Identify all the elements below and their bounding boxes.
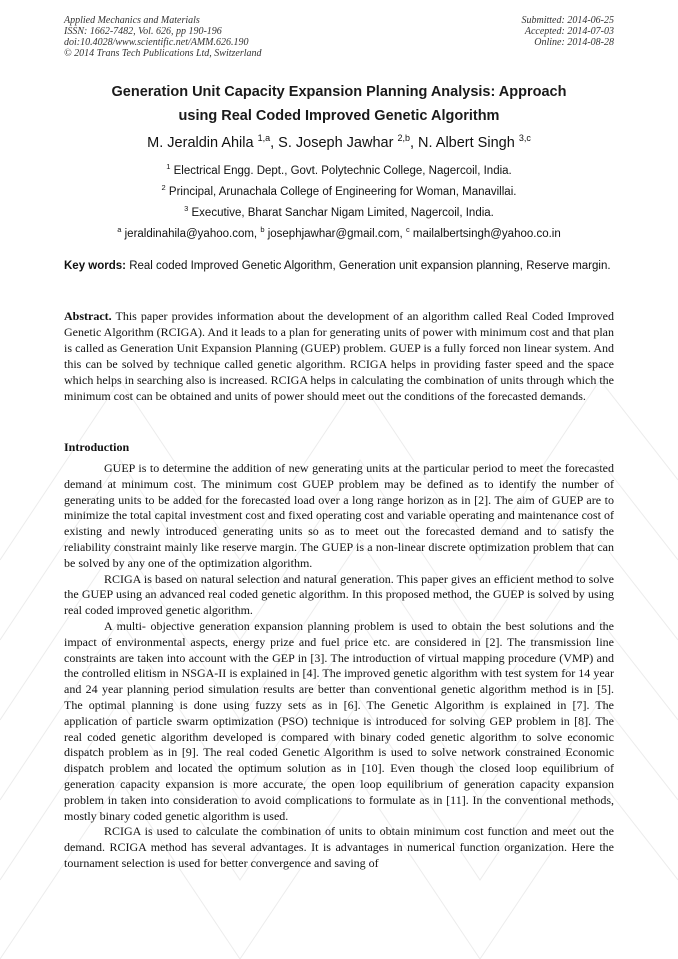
body-paragraph: RCIGA is used to calculate the combination of units to obtain minimum cost function and meet out the demand. RCIGA method has several advantages. It is advantages in numerical function organization. Here the tournament selection is used for better convergence and saving of [64,824,614,870]
affiliation-marker: 1 [166,162,171,171]
keywords-label: Key words: [64,260,126,272]
dates-header [522,15,615,48]
author-marker: 3,c [518,133,531,143]
email-marker: b [260,225,265,234]
author-name: N. Albert Singh [418,134,515,151]
affiliation-marker: 3 [184,204,189,213]
body-paragraph: A multi- objective generation expansion planning problem is used to obtain the best solutions and the impact of environmental aspects, energy prize and fuel price etc. are considered in [2]. The transmission line constraints are taken into account with the GEP in [3]. The introduction of virtual mapping procedure (VMP) and the controlled elitism in NSGA-II is explained in [4]. The improved genetic algorithm with test system for 14 year and 24 year planning period simulation results are better than conventional genetic algorithm method is in [5]. The optimal planning is done using fuzzy sets as in [6]. The Genetic Algorithm is explained in [7]. The application of particle swarm optimization (PSO) technique is introduced for solving GEP problem in [8]. The real coded genetic algorithm developed is compared with binary coded genetic algorithm to solve economic dispatch problem as in [9]. The real coded Genetic Algorithm is used to solve network constrained Economic dispatch problem and located the optimum solution as in [10]. Even though the closed loop equilibrium of generation capacity expansion is more accurate, the open loop equilibrium of generation capacity expansion problem in taken into consideration to avoid complications to formulate as in [11]. In the conventional methods, mostly binary coded genetic algorithm is used. [64,618,614,823]
author-marker: 1,a [257,133,271,143]
email-address[interactable]: josephjawhar@gmail.com, [267,227,403,240]
copyright: © 2014 Trans Tech Publications Ltd, Switzerland [64,48,262,59]
title-line-2: using Real Coded Improved Genetic Algorithm [178,108,500,124]
title-line-1: Generation Unit Capacity Expansion Planning Analysis: Approach [111,84,567,100]
issn: ISSN: 1662-7482, Vol. 626, pp 190-196 [64,26,222,37]
accepted-date: Accepted: 2014-07-03 [524,26,614,37]
email-marker: a [117,225,122,234]
section-heading-introduction: Introduction [64,440,130,454]
paper-title [64,80,614,128]
journal-header [64,15,262,59]
author-marker: 2,b [397,133,410,143]
email-address[interactable]: jeraldinahila@yahoo.com, [124,227,258,240]
body-paragraph: GUEP is to determine the addition of new generating units at the particular period to meet the forecasted demand at minimum cost. The minimum cost GUEP problem may be defined as to identify the number of generating units to be added for the forecasted load over a long range horizon as in [2]. The aim of GUEP are to minimize the total capital investment cost and fixed operating cost and variable operating and maintenance cost of existing and newly introduced generating units so as to meet out the forecasted demand and to satisfy the reliability constraint mainly like reserve margin. The GUEP is a non-linear discrete optimization problem that can be solved by any one of the optimization algorithm. [64,461,614,570]
doi: doi:10.4028/www.scientific.net/AMM.626.190 [64,37,249,48]
email-address[interactable]: mailalbertsingh@yahoo.co.in [412,227,561,240]
keywords-text: Real coded Improved Genetic Algorithm, Generation unit expansion planning, Reserve margin. [129,260,611,272]
affiliation-text: Electrical Engg. Dept., Govt. Polytechnic College, Nagercoil, India. [173,164,512,177]
keywords-block [64,259,614,274]
email-marker: c [405,225,410,234]
email-list [64,225,614,240]
introduction-body [64,461,614,872]
journal-name: Applied Mechanics and Materials [64,15,200,26]
affiliation [64,162,614,177]
affiliation-text: Executive, Bharat Sanchar Nigam Limited, Nagercoil, India. [191,206,494,219]
author-name: S. Joseph Jawhar [278,134,394,151]
online-date: Online: 2014-08-28 [534,37,614,48]
affiliation-text: Principal, Arunachala College of Engineering for Woman, Manavillai. [168,185,517,198]
abstract-block [64,308,614,404]
abstract-label: Abstract. [64,309,112,323]
affiliation [64,183,614,198]
submitted-date: Submitted: 2014-06-25 [521,15,614,26]
affiliation-marker: 2 [161,183,166,192]
affiliation [64,204,614,219]
author-list: M. Jeraldin Ahila $^{1,a}$, S. Joseph Jawhar $^{2,b}$, N. Albert Singh $^{3,c}$ [147,133,531,151]
abstract-text: This paper provides information about the development of an algorithm called Real Coded Improved Genetic Algorithm (RCIGA). And it leads to a plan for generating units of power with minimum cost and that plan is called as Generation Unit Expansion Planning (GUEP) problem. GUEP is a fully forced non linear system. And this can be solved by technique called genetic algorithm. RCIGA helps in providing faster speed and the space which helps in searching also is increased. RCIGA helps in calculating the combination of units through which the minimum cost can be obtained and units of power should meet out the conditions of the forecasted demands. [64,309,614,403]
body-paragraph: RCIGA is based on natural selection and natural generation. This paper gives an efficient method to solve the GUEP using an advanced real coded genetic algorithm. In this proposed method, the GUEP is solved by using real coded improved genetic algorithm. [64,571,614,618]
author-name: M. Jeraldin Ahila [147,134,254,151]
